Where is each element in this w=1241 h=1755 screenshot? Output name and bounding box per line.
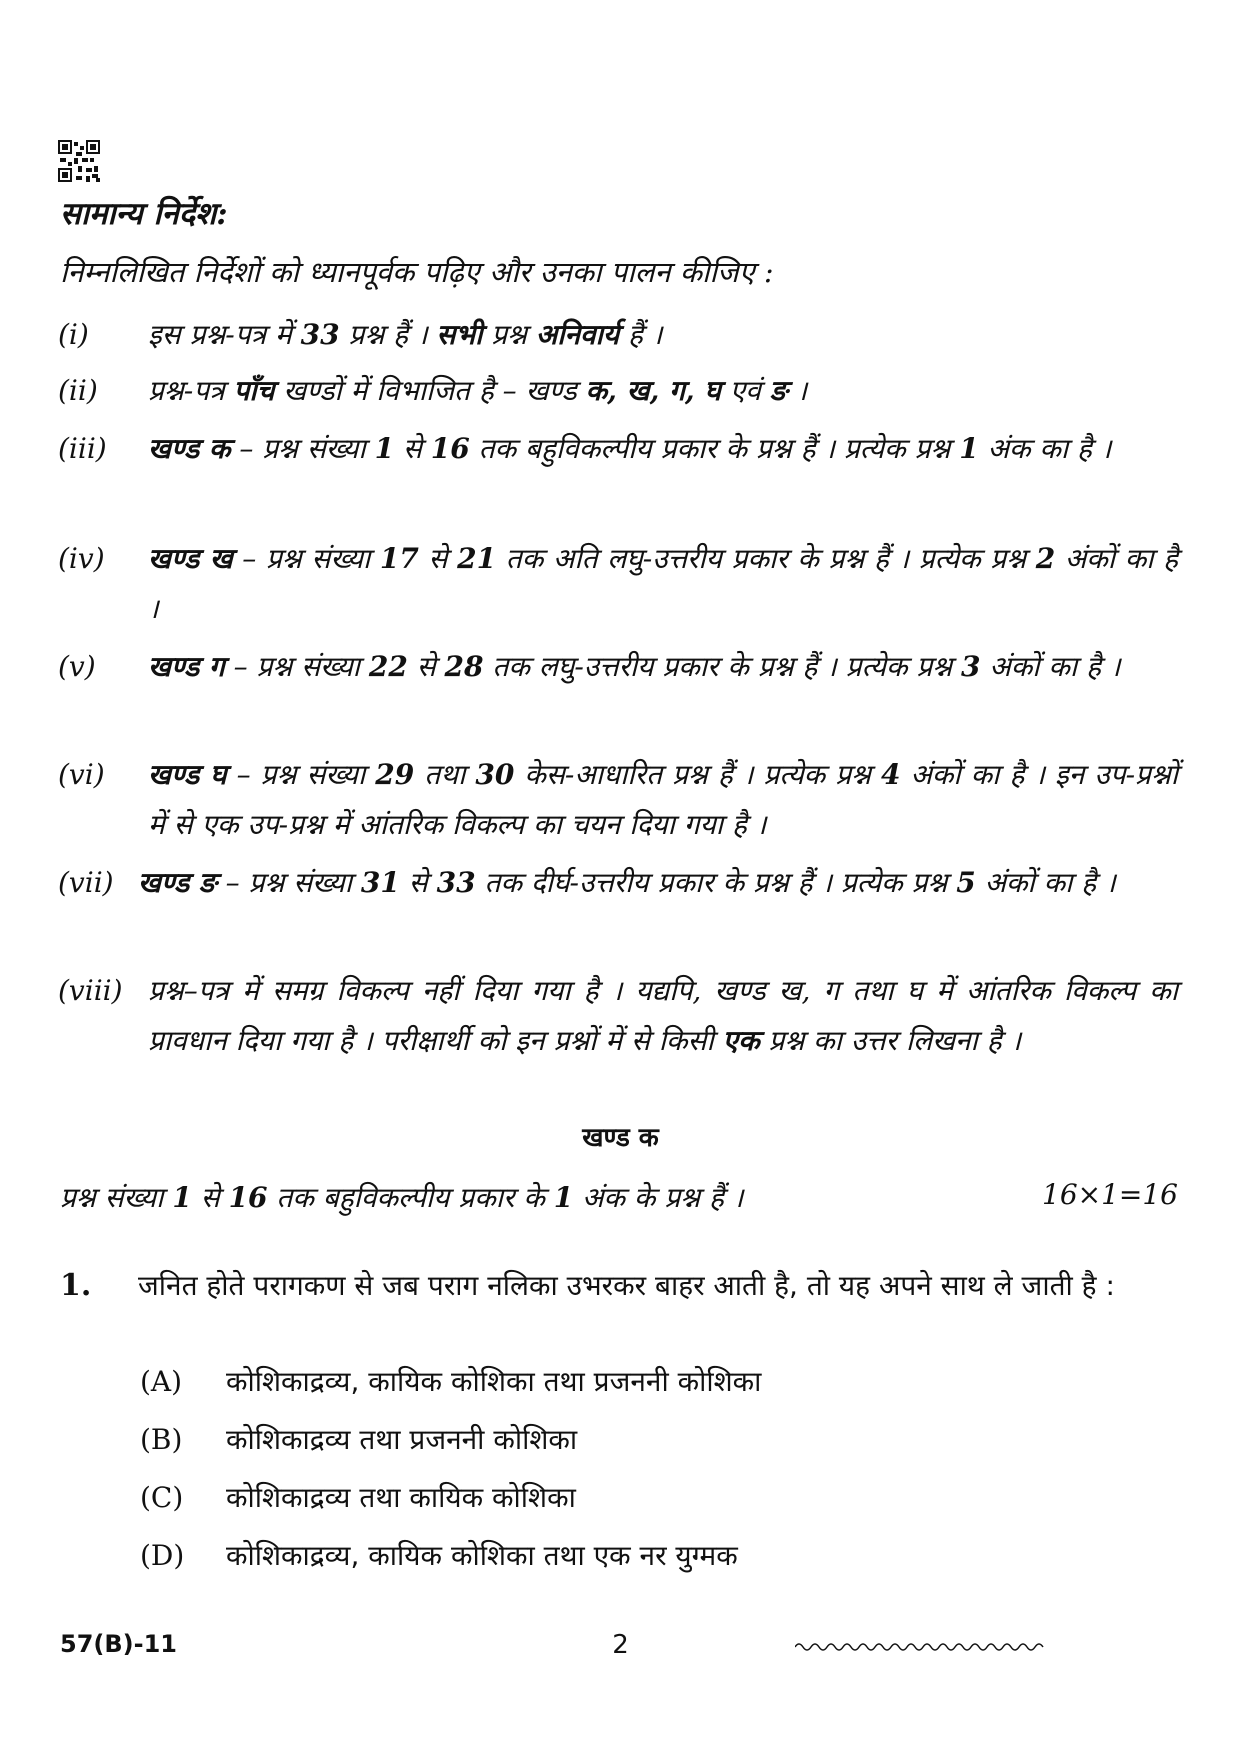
instruction-number: (vi): [58, 758, 105, 791]
question-text: जनित होते परागकण से जब पराग नलिका उभरकर बाहर आती है, तो यह अपने साथ ले जाती है :: [138, 1269, 1115, 1302]
option-label: (C): [140, 1481, 184, 1514]
instruction-item: (i) इस प्रश्न-पत्र में 33 प्रश्न हैं । सभी प्रश्न अनिवार्य हैं ।: [58, 310, 1178, 360]
instruction-item: (iii) खण्ड क – प्रश्न संख्या 1 से 16 तक बहुविकल्पीय प्रकार के प्रश्न हैं । प्रत्येक प्रश्न 1 अंक का है ।: [58, 424, 1178, 474]
instruction-number: (vii): [58, 866, 114, 899]
qr-code-icon: [58, 140, 100, 182]
section-title: खण्ड क: [582, 1123, 659, 1153]
instruction-item: (viii) प्रश्न–पत्र में समग्र विकल्प नहीं दिया गया है । यद्यपि, खण्ड ख, ग तथा घ में आंतरिक विकल्प का प्रावधान दिया गया है । परीक्षार्थी को इन प्रश्नों में से किसी एक प्रश्न का उत्तर लिखना है ।: [58, 966, 1178, 1066]
instruction-number: (i): [58, 318, 89, 351]
option-label: (A): [140, 1365, 183, 1398]
instruction-number: (iii): [58, 432, 107, 465]
instruction-item: (iv) खण्ड ख – प्रश्न संख्या 17 से 21 तक अति लघु-उत्तरीय प्रकार के प्रश्न हैं । प्रत्येक प्रश्न 2 अंकों का है ।: [58, 534, 1178, 634]
instruction-item: (vii) खण्ड ङ – प्रश्न संख्या 31 से 33 तक दीर्घ-उत्तरीय प्रकार के प्रश्न हैं । प्रत्येक प्रश्न 5 अंकों का है ।: [58, 858, 1178, 908]
option-text: कोशिकाद्रव्य, कायिक कोशिका तथा प्रजननी कोशिका: [226, 1365, 762, 1398]
option-b: [140, 1420, 577, 1458]
question-number: 1.: [60, 1268, 92, 1303]
option-label: (B): [140, 1423, 183, 1456]
option-text: कोशिकाद्रव्य तथा कायिक कोशिका: [226, 1481, 576, 1514]
question-1: [60, 1258, 1120, 1313]
instruction-item: (ii) प्रश्न-पत्र पाँच खण्डों में विभाजित है – खण्ड क, ख, ग, घ एवं ङ ।: [58, 366, 1178, 416]
option-c: [140, 1478, 576, 1516]
option-text: कोशिकाद्रव्य, कायिक कोशिका तथा एक नर युग्मक: [226, 1539, 738, 1572]
option-a: [140, 1362, 761, 1400]
wavy-line-decoration: [795, 1640, 1045, 1654]
instruction-number: (viii): [58, 974, 123, 1007]
instructions-intro: निम्नलिखित निर्देशों को ध्यानपूर्वक पढ़िए और उनका पालन कीजिए :: [60, 255, 774, 289]
paper-code: 57(B)-11: [60, 1630, 177, 1658]
option-d: [140, 1536, 738, 1574]
instruction-number: (iv): [58, 542, 105, 575]
general-instructions-heading: सामान्य निर्देश:: [60, 196, 228, 232]
instruction-number: (v): [58, 650, 96, 683]
option-text: कोशिकाद्रव्य तथा प्रजननी कोशिका: [226, 1423, 578, 1456]
instruction-number: (ii): [58, 374, 98, 407]
option-label: (D): [140, 1539, 185, 1572]
section-description: प्रश्न संख्या 1 से 16 तक बहुविकल्पीय प्रकार के 1 अंक के प्रश्न हैं । 16×1=16: [60, 1178, 1178, 1214]
instruction-item: (vi) खण्ड घ – प्रश्न संख्या 29 तथा 30 केस-आधारित प्रश्न हैं । प्रत्येक प्रश्न 4 अंकों का है । इन उप-प्रश्नों में से एक उप-प्रश्न में आंतरिक विकल्प का चयन दिया गया है ।: [58, 750, 1178, 850]
page-number: 2: [612, 1630, 629, 1660]
section-marks: 16×1=16: [1042, 1178, 1178, 1211]
instruction-item: (v) खण्ड ग – प्रश्न संख्या 22 से 28 तक लघु-उत्तरीय प्रकार के प्रश्न हैं । प्रत्येक प्रश्न 3 अंकों का है ।: [58, 642, 1178, 692]
